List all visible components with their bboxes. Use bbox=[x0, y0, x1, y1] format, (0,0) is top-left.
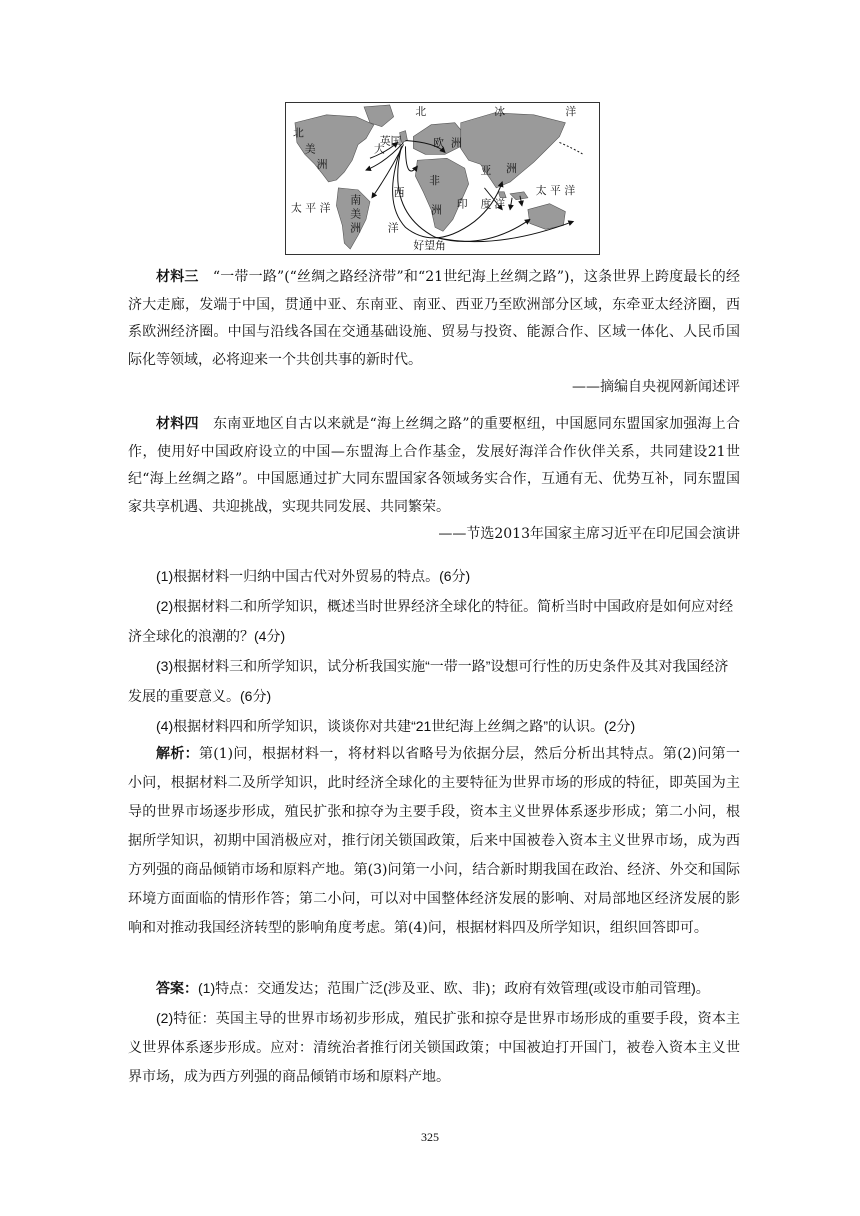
material-three-paragraph bbox=[128, 264, 740, 374]
material-three-text: “一带一路”(“丝绸之路经济带”和“21世纪海上丝绸之路”)，这条世界上跨度最长的经济大走廊，发端于中国，贯通中亚、东南亚、南亚、西亚乃至欧洲部分区域，东牵亚太经济圈，西系欧洲经济圈。中国与沿线各国在交通基础设施、贸易与投资、能源合作、区域一体化、人民币国际化等领域，必将迎来一个共创共事的新时代。 bbox=[128, 269, 741, 368]
analysis-paragraph bbox=[128, 740, 740, 943]
material-four-lead: 材料四 bbox=[156, 416, 199, 432]
label-du: 度 bbox=[480, 197, 492, 211]
label-indian-ocean: 洋 bbox=[494, 197, 506, 211]
material-three bbox=[128, 264, 740, 402]
label-asia-zhou: 洲 bbox=[506, 162, 518, 176]
label-nan-mei: 美 bbox=[350, 207, 362, 221]
analysis-lead: 解析： bbox=[156, 746, 199, 762]
australia-shape bbox=[528, 204, 566, 230]
label-yin: 印 bbox=[456, 197, 468, 211]
questions bbox=[128, 561, 740, 741]
label-britain: 英国 bbox=[379, 134, 402, 148]
label-na-mei: 美 bbox=[304, 142, 316, 156]
label-fei: 非 bbox=[429, 173, 441, 187]
label-ou: 欧 bbox=[433, 136, 444, 150]
material-four-text: 东南亚地区自古以来就是“海上丝绸之路”的重要枢纽，中国愿同东盟国家加强海上合作，使用好中国政府设立的中国—东盟海上合作基金，发展好海洋合作伙伴关系，共同建设21世纪“海上丝绸之路”。中国愿通过扩大同东盟国家各领域务实合作，互通有无、优势互补，同东盟国家共享机遇、共迎挑战，实现共同发展、共同繁荣。 bbox=[128, 416, 741, 515]
material-three-source: ——摘编自央视网新闻述评 bbox=[572, 379, 740, 395]
asia-shape bbox=[461, 113, 566, 188]
label-da: 大 bbox=[373, 142, 385, 156]
label-xi: 西 bbox=[393, 185, 405, 199]
analysis-text: 第(1)问，根据材料一，将材料以省略号为依据分层，然后分析出其特点。第(2)问第一小问，根据材料二及所学知识，此时经济全球化的主要特征为世界市场的形成的特征，即英国为主导的世界市场逐步形成，殖民扩张和掠夺为主要手段，资本主义世界体系逐步形成；第二小问，根据所学知识，初期中国消极应对，推行闭关锁国政策，后来中国被卷入资本主义世界市场，成为西方列强的商品倾销市场和原料产地。第(3)问第一小问，结合新时期我国在政治、经济、外交和国际环境方面面临的情形作答；第二小问，可以对中国整体经济发展的影响、对局部地区经济发展的影响和对推动我国经济转型的影响角度考虑。第(4)问，根据材料四及所学知识，组织回答即可。 bbox=[128, 746, 740, 936]
label-na-zhou: 洲 bbox=[316, 158, 328, 172]
material-four-source: ——节选2013年国家主席习近平在印尼国会演讲 bbox=[438, 526, 740, 542]
answer bbox=[128, 974, 740, 1091]
label-atlantic-ocean: 洋 bbox=[387, 221, 399, 235]
question-4: (4)根据材料四和所学知识，谈谈你对共建“21世纪海上丝绸之路”的认识。(2分) bbox=[156, 718, 636, 734]
answer-lead: 答案： bbox=[156, 981, 198, 997]
question-2: (2)根据材料二和所学知识，概述当时世界经济全球化的特征。简析当时中国政府是如何应对经济全球化的浪潮的？(4分) bbox=[128, 598, 734, 644]
page-number: 325 bbox=[421, 1130, 439, 1144]
label-fei-zhou: 洲 bbox=[431, 203, 442, 217]
label-na-bei: 北 bbox=[292, 126, 304, 140]
analysis bbox=[128, 740, 740, 943]
label-ice: 冰 bbox=[494, 104, 506, 118]
label-nan: 南 bbox=[350, 193, 362, 207]
answer-part-2: (2)特征：英国主导的世界市场初步形成，殖民扩张和掠夺是世界市场形成的重要手段，资本主义世界体系逐步形成。应对：清统治者推行闭关锁国政策；中国被迫打开国门，被卷入资本主义世界市场，成为西方列强的商品倾销市场和原料产地。 bbox=[128, 1010, 740, 1084]
answer-part-1: (1)特点：交通发达；范围广泛(涉及亚、欧、非)；政府有效管理(或设市舶司管理)。 bbox=[198, 980, 710, 996]
world-trade-map bbox=[285, 102, 600, 255]
label-cape: 好望角 bbox=[413, 239, 446, 253]
label-arctic-ocean: 洋 bbox=[565, 104, 577, 118]
material-four-paragraph bbox=[128, 411, 740, 521]
question-3: (3)根据材料三和所学知识，试分析我国实施“一带一路”设想可行性的历史条件及其对我国经济发展的重要意义。(6分) bbox=[128, 658, 729, 704]
label-pacific-right: 太 平 洋 bbox=[535, 183, 576, 197]
material-three-lead: 材料三 bbox=[156, 269, 199, 285]
label-north: 北 bbox=[415, 104, 427, 118]
label-asia: 亚 bbox=[480, 164, 492, 178]
answer-line-1 bbox=[128, 974, 740, 1004]
material-four bbox=[128, 411, 740, 549]
map-svg bbox=[286, 103, 599, 254]
label-nan-zhou: 洲 bbox=[350, 221, 362, 235]
question-1: (1)根据材料一归纳中国古代对外贸易的特点。(6分) bbox=[156, 568, 471, 584]
label-pacific-left: 太 平 洋 bbox=[291, 201, 331, 215]
label-ou-zhou: 洲 bbox=[450, 136, 462, 150]
africa-shape bbox=[415, 158, 468, 231]
